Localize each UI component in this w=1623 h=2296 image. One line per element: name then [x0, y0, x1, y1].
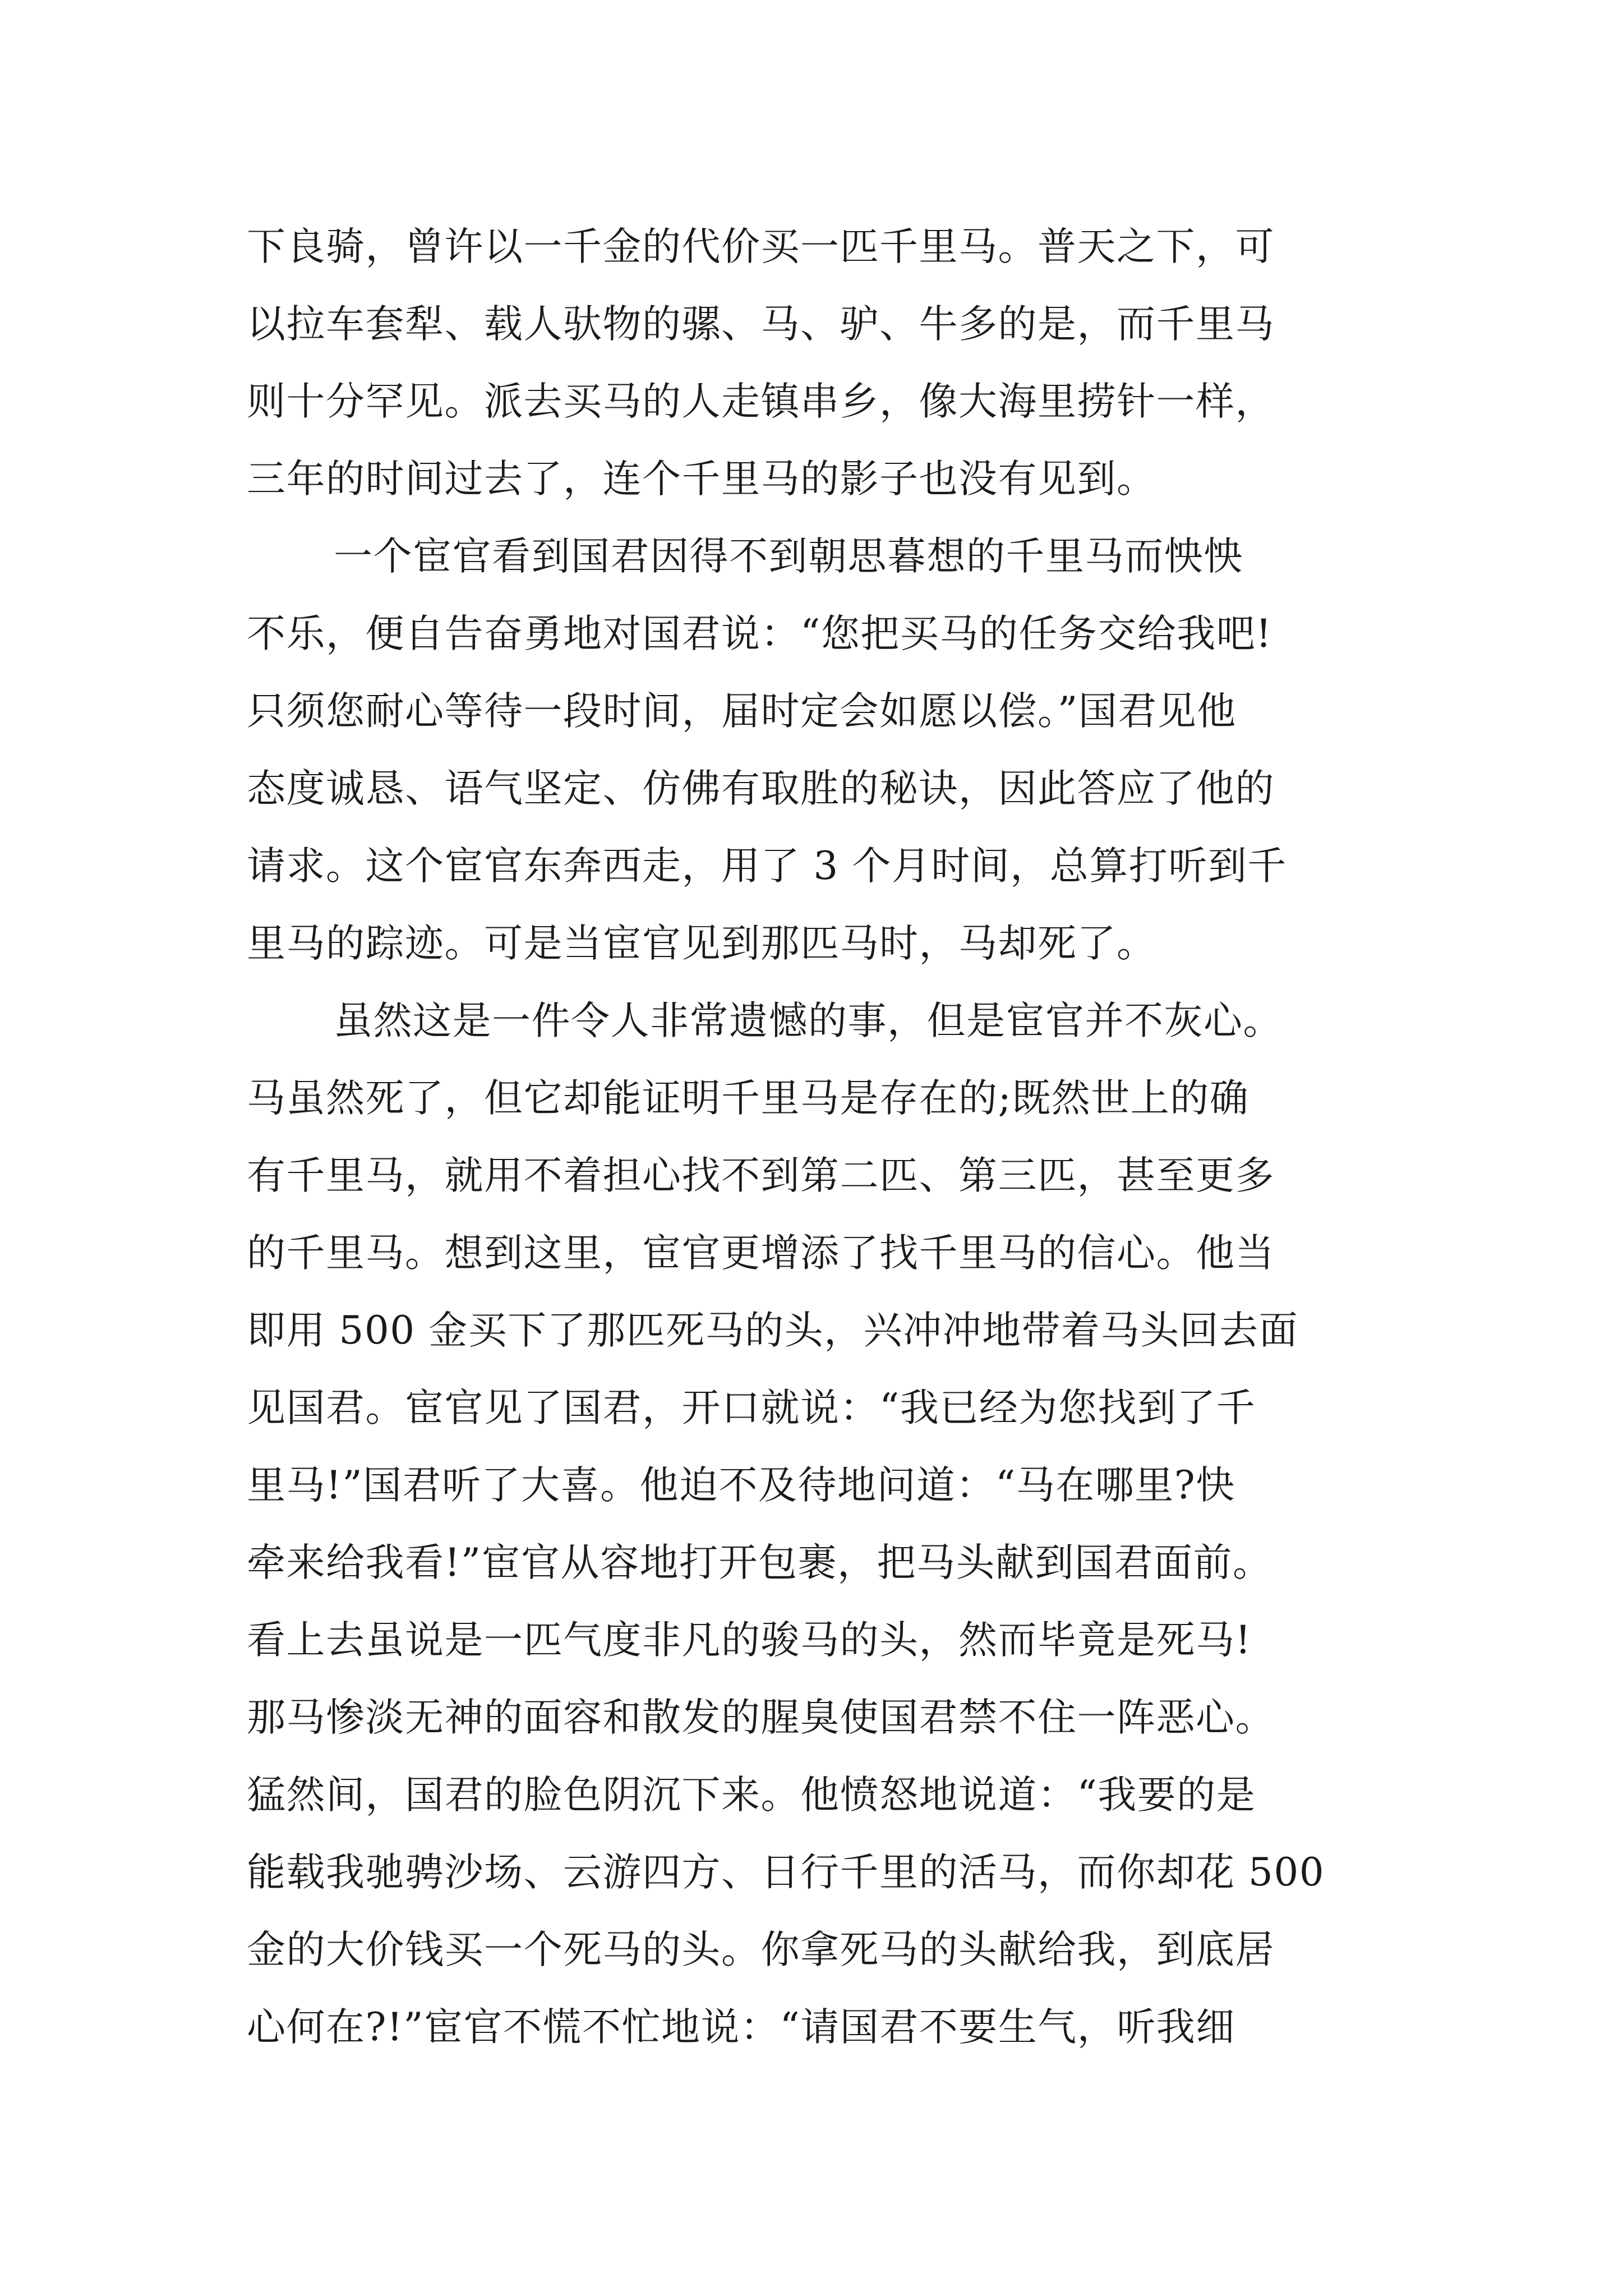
text-line: 看上去虽说是一匹气度非凡的骏马的头，然而毕竟是死马!	[247, 1618, 1252, 1663]
text-line: 态度诚恳、语气坚定、仿佛有取胜的秘诀，因此答应了他的	[247, 766, 1275, 811]
text-line: 的千里马。想到这里，宦官更增添了找千里马的信心。他当	[247, 1231, 1275, 1276]
text-line: 以拉车套犁、载人驮物的骡、马、驴、牛多的是，而千里马	[247, 302, 1275, 347]
text-line: 心何在?!”宦官不慌不忙地说：“请国君不要生气，听我细	[247, 2005, 1235, 2050]
text-line: 那马惨淡无神的面容和散发的腥臭使国君禁不住一阵恶心。	[247, 1695, 1275, 1740]
text-line: 则十分罕见。派去买马的人走镇串乡，像大海里捞针一样，	[247, 379, 1275, 424]
text-line: 三年的时间过去了，连个千里马的影子也没有见到。	[247, 457, 1156, 501]
text-line: 马虽然死了，但它却能证明千里马是存在的;既然世上的确	[247, 1076, 1249, 1121]
text-line: 即用 500 金买下了那匹死马的头，兴冲冲地带着马头回去面	[247, 1308, 1299, 1353]
text-line: 里马!”国君听了大喜。他迫不及待地问道：“马在哪里?快	[247, 1463, 1235, 1508]
text-line: 猛然间，国君的脸色阴沉下来。他愤怒地说道：“我要的是	[247, 1773, 1256, 1818]
text-line: 请求。这个宦官东奔西走，用了 3 个月时间，总算打听到千	[247, 844, 1287, 889]
text-line: 见国君。宦官见了国君，开口就说：“我已经为您找到了千	[247, 1386, 1256, 1430]
text-line: 不乐，便自告奋勇地对国君说：“您把买马的任务交给我吧!	[247, 611, 1272, 656]
text-line: 只须您耐心等待一段时间，届时定会如愿以偿。”国君见他	[247, 689, 1237, 734]
text-line: 能载我驰骋沙场、云游四方、日行千里的活马，而你却花 500	[247, 1850, 1325, 1895]
text-line: 下良骑，曾许以一千金的代价买一匹千里马。普天之下，可	[247, 224, 1275, 269]
paragraph-start-line: 一个宦官看到国君因得不到朝思暮想的千里马而怏怏	[334, 534, 1243, 579]
text-line: 金的大价钱买一个死马的头。你拿死马的头献给我，到底居	[247, 1927, 1275, 1972]
paragraph-start-line: 虽然这是一件令人非常遗憾的事，但是宦官并不灰心。	[334, 999, 1283, 1043]
text-line: 牵来给我看!”宦官从容地打开包裹，把马头献到国君面前。	[247, 1540, 1272, 1585]
text-line: 里马的踪迹。可是当宦官见到那匹马时，马却死了。	[247, 921, 1156, 966]
text-line: 有千里马，就用不着担心找不到第二匹、第三匹，甚至更多	[247, 1153, 1275, 1198]
